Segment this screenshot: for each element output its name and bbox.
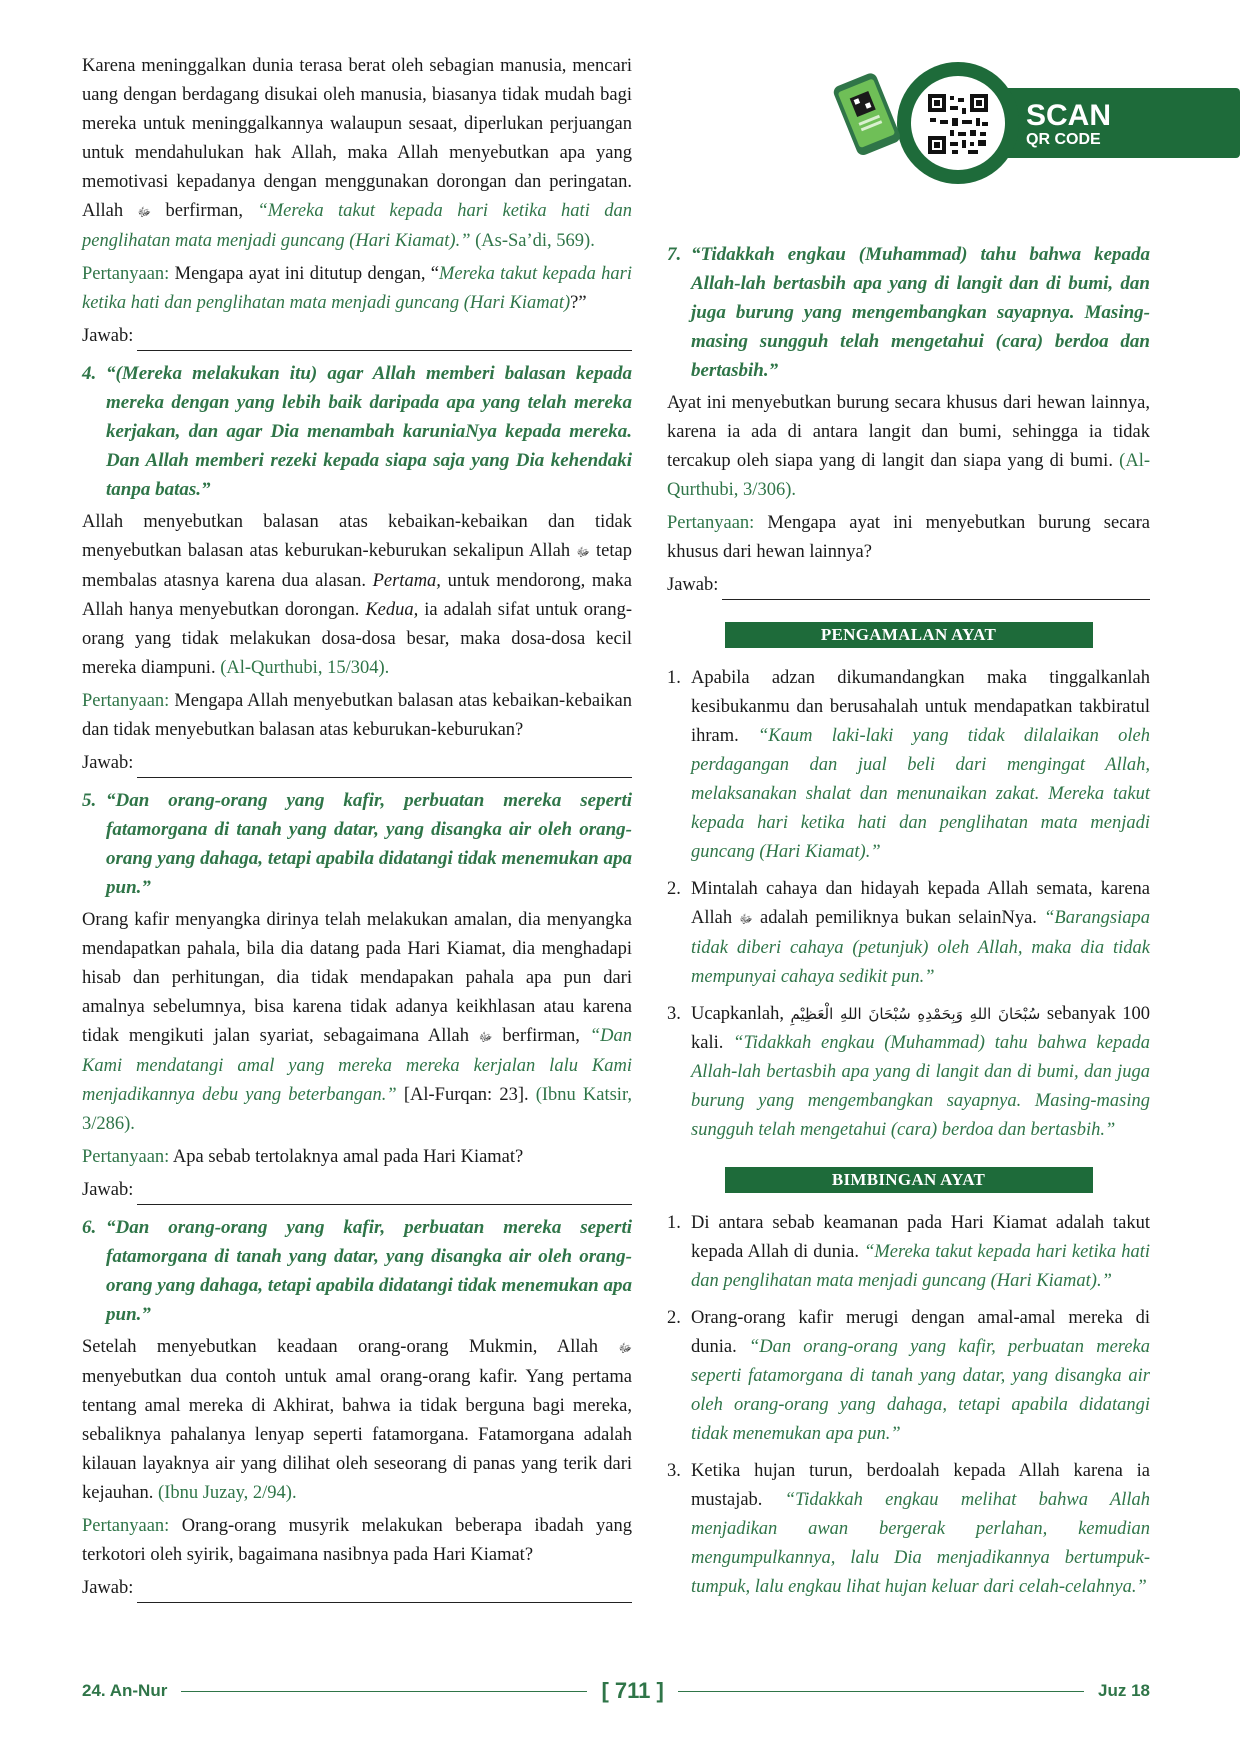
footer-rule-left [181, 1691, 587, 1692]
footer-rule-right [678, 1691, 1084, 1692]
answer-field[interactable]: Jawab: [667, 571, 1150, 600]
arabic-dhikr: سُبْحَانَ اللهِ وَبِحَمْدِهِ سُبْحَانَ اللهِ الْعَظِيْمِ [790, 1005, 1041, 1023]
bimbingan-heading: BIMBINGAN AYAT [725, 1167, 1093, 1193]
question-4: Pertanyaan: Mengapa Allah menyebutkan balasan atas kebaikan-kebaikan dan tidak menyebutkan balasan atas keburukan-keburukan? [82, 691, 632, 740]
bimbingan-item: 1. Di antara sebab keamanan pada Hari Kiamat adalah takut kepada Allah di dunia. “Mereka takut kepada hari ketika hati dan penglihatan mata menjadi guncang (Hari Kiamat).” [667, 1213, 1150, 1291]
pengamalan-item: 2. Mintalah cahaya dan hidayah kepada Allah semata, karena Allah ﷻ adalah pemiliknya bukan selainNya. “Barangsiapa tidak diberi cahaya (petunjuk) oleh Allah, maka dia tidak mempunyai cahaya sedikit pun.” [667, 879, 1150, 987]
right-column [667, 234, 1150, 1610]
qr-code-label: QR CODE [1026, 131, 1101, 148]
question-intro: Pertanyaan: Mengapa ayat ini ditutup dengan, “Mereka takut kepada hari ketika hati dan penglihatan mata menjadi guncang (Hari Kiamat)?” [82, 264, 632, 313]
tafsir-7: Ayat ini menyebutkan burung secara khusus dari hewan lainnya, karena ia ada di antara langit dan bumi, sehingga ia tidak tercakup oleh siapa yang di langit dan siapa yang di bumi. (Al-Qurthubi, 3/306). [667, 393, 1150, 500]
scan-label: SCAN [1026, 99, 1112, 132]
scan-qr-banner[interactable] [828, 62, 1240, 202]
pengamalan-item: 1. Apabila adzan dikumandangkan maka tinggalkanlah kesibukanmu dan berusahalah untuk mendapatkan takbiratul ihram. “Kaum laki-laki yang tidak dilalaikan oleh perdagangan dan jual beli dari mengingat Allah, melaksanakan shalat dan menunaikan zakat. Mereka takut kepada hari ketika hati dan penglihatan mata menjadi guncang (Hari Kiamat).” [667, 668, 1150, 862]
answer-field[interactable]: Jawab: [82, 1176, 632, 1205]
qr-code-icon [926, 92, 990, 156]
qr-banner-graphic [828, 62, 1240, 202]
left-column [82, 52, 632, 1611]
tafsir-4: Allah menyebutkan balasan atas kebaikan-kebaikan dan tidak menyebutkan balasan atas keburukan-keburukan sekalipun Allah ﷻ tetap membalas atasnya karena dua alasan. Pertama, untuk mendorong, maka Allah hanya menyebutkan dorongan. Kedua, ia adalah sifat untuk orang-orang yang tidak melakukan dosa-dosa besar, maka dosa-dosa kecil mereka diampuni. (Al-Qurthubi, 15/304). [82, 512, 632, 678]
pengamalan-item: 3. Ucapkanlah, سُبْحَانَ اللهِ وَبِحَمْدِهِ سُبْحَانَ اللهِ الْعَظِيْمِ sebanyak 100 kali. “Tidakkah engkau (Muhammad) tahu bahwa kepada Allah-lah bertasbih apa yang di langit dan di bumi, dan juga burung yang mengembangkan sayapnya. Masing-masing sungguh telah mengetahui (cara) berdoa dan bertasbih.” [667, 1004, 1150, 1140]
pengamalan-heading: PENGAMALAN AYAT [725, 622, 1093, 648]
page-footer [82, 1676, 1150, 1706]
verse-6: 6. “Dan orang-orang yang kafir, perbuatan mereka seperti fatamorgana di tanah yang datar, yang disangka air oleh orang-orang yang dahaga, tetapi apabila didatangi tidak menemukan apa pun.” [82, 1217, 632, 1325]
intro-paragraph: Karena meninggalkan dunia terasa berat oleh sebagian manusia, mencari uang dengan berdagang disukai oleh manusia, biasanya tidak mudah bagi mereka untuk meninggalkannya walaupun sesaat, diperlukan perjuangan untuk mendahulukan hak Allah, maka Allah menyebutkan apa yang memotivasi kepadanya dengan menggunakan dorongan dan peringatan. Allah ﷻ berfirman, “Mereka takut kepada hari ketika hati dan penglihatan mata menjadi guncang (Hari Kiamat).” (As-Sa’di, 569). [82, 56, 633, 251]
juz-label: Juz 18 [1098, 1681, 1150, 1700]
tafsir-6: Setelah menyebutkan keadaan orang-orang Mukmin, Allah ﷻ menyebutkan dua contoh untuk amal orang-orang kafir. Yang pertama tentang amal mereka di Akhirat, bahwa ia tidak berguna bagi mereka, sebaliknya pahalanya lenyap seperti fatamorgana. Fatamorgana adalah kilauan layaknya air yang dilihat oleh seseorang di panas yang terik dari kejauhan. (Ibnu Juzay, 2/94). [82, 1337, 632, 1503]
question-7: Pertanyaan: Mengapa ayat ini menyebutkan burung secara khusus dari hewan lainnya? [667, 513, 1150, 562]
bimbingan-item: 3. Ketika hujan turun, berdoalah kepada Allah karena ia mustajab. “Tidakkah engkau melihat bahwa Allah menjadikan awan bergerak perlahan, kemudian mengumpulkannya, lalu Dia menjadikannya bertumpuk-tumpuk, lalu engkau lihat hujan keluar dari celah-celahnya.” [667, 1461, 1150, 1597]
bimbingan-item: 2. Orang-orang kafir merugi dengan amal-amal mereka di dunia. “Dan orang-orang yang kafir, perbuatan mereka seperti fatamorgana di tanah yang datar, yang disangka air oleh orang-orang yang dahaga, tetapi apabila didatangi tidak menemukan apa pun.” [667, 1308, 1150, 1444]
verse-7: 7. “Tidakkah engkau (Muhammad) tahu bahwa kepada Allah-lah bertasbih apa yang di langit dan di bumi, dan juga burung yang mengembangkan sayapnya. Masing-masing sungguh telah mengetahui (cara) berdoa dan bertasbih.” [667, 244, 1150, 381]
answer-field[interactable]: Jawab: [82, 749, 632, 778]
question-5: Pertanyaan: Apa sebab tertolaknya amal pada Hari Kiamat? [82, 1147, 524, 1167]
surah-label: 24. An-Nur [82, 1681, 168, 1700]
answer-field[interactable]: Jawab: [82, 1574, 632, 1603]
tafsir-5: Orang kafir menyangka dirinya telah melakukan amalan, dia menyangka mendapatkan pahala, bila dia datang pada Hari Kiamat, dia menghadapi hisab dan perhitungan, dia tidak mendapakan pahala apa pun dari amalnya sebelumnya, bisa karena tidak adanya keikhlasan atau karena tidak mengikuti jalan syariat, sebagaimana Allah ﷻ berfirman, “Dan Kami mendatangi amal yang mereka mereka kerjalan lalu Kami menjadikannya debu yang beterbangan.” [Al-Furqan: 23]. (Ibnu Katsir, 3/286). [82, 910, 632, 1134]
page-number: [ 711 ] [601, 1678, 664, 1703]
verse-5: 5. “Dan orang-orang yang kafir, perbuatan mereka seperti fatamorgana di tanah yang datar, yang disangka air oleh orang-orang yang dahaga, tetapi apabila didatangi tidak menemukan apa pun.” [82, 790, 632, 898]
answer-field[interactable]: Jawab: [82, 322, 632, 351]
question-6: Pertanyaan: Orang-orang musyrik melakukan beberapa ibadah yang terkotori oleh syirik, bagaimana nasibnya pada Hari Kiamat? [82, 1516, 632, 1565]
verse-4: 4. “(Mereka melakukan itu) agar Allah memberi balasan kepada mereka dengan yang lebih baik daripada apa yang telah mereka kerjakan, dan agar Dia menambah karuniaNya kepada mereka. Dan Allah memberi rezeki kepada siapa saja yang Dia kehendaki tanpa batas.” [82, 363, 632, 500]
